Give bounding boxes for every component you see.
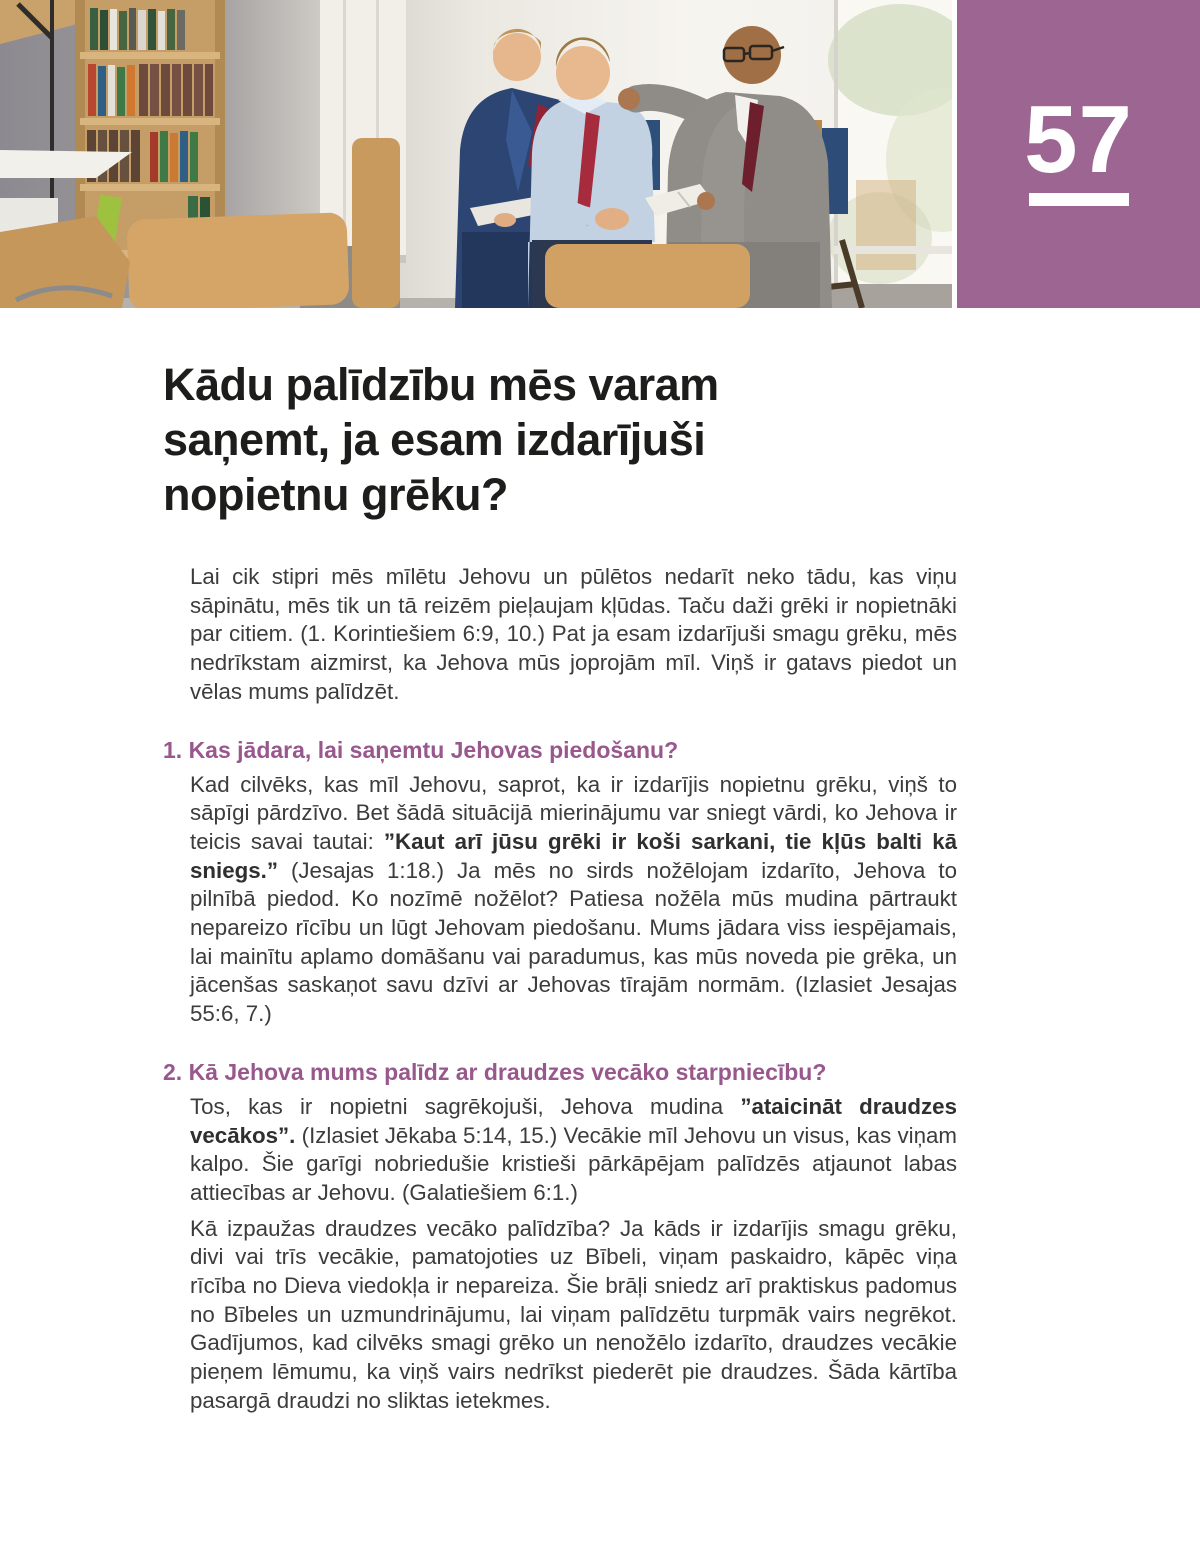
text-run: Kad cilvēks, kas mīl Jehovu, saprot, ka ir izdarījis nopietnu grēku, viņš to sāpīgi pārdzīvo. Bet šādā situācijā mierinājumu var sniegt vārdi, ko Jehova ir teicis savai tautai:	[190, 771, 957, 854]
lesson-number-badge	[957, 0, 1200, 308]
hero-banner	[0, 0, 1200, 308]
title-line-1: Kādu palīdzību mēs varam	[163, 359, 719, 410]
page-title	[163, 357, 957, 522]
text-run: (Jesajas 1:18.) Ja mēs no sirds nožēlojam izdarīto, Jehova to pilnībā piedod. Ko nozīmē nožēlot? Patiesa nožēla mūs mudina pārtraukt nepareizo rīcību un lūgt Jehovam piedošanu. Mums jādara viss iespējamais, lai mainītu aplamo domāšanu vai paradumus, kas mūs noveda pie grēka, un jācenšas saskaņot savu dzīvi ar Jehovas tīrajām normām. (Izlasiet Jesajas 55:6, 7.)	[190, 857, 957, 1027]
section-heading-1: 1. Kas jādara, lai saņemtu Jehovas piedošanu?	[163, 736, 679, 763]
section-1-paragraph-1	[190, 771, 957, 1029]
section-2-paragraph-2	[190, 1215, 957, 1416]
lesson-content	[163, 357, 957, 1416]
section-2-paragraph-1	[190, 1093, 957, 1208]
lesson-photo	[0, 0, 952, 308]
intro-paragraph: Lai cik stipri mēs mīlētu Jehovu un pūlētos nedarīt neko tādu, kas viņu sāpinātu, mēs tik un tā reizēm pieļaujam kļūdas. Taču daži grēki ir nopietnāki par citiem. (1. Korintiešiem 6:9, 10.) Pat ja esam izdarījuši smagu grēku, mēs nedrīkstam aizmirst, ka Jehova mūs joprojām mīl. Viņš ir gatavs piedot un vēlas mums palīdzēt.	[190, 564, 957, 704]
lesson-number: 57	[1024, 86, 1133, 193]
lesson-number-underline	[1029, 193, 1129, 206]
title-line-3: nopietnu grēku?	[163, 469, 508, 520]
text-run: Kā izpaužas draudzes vecāko palīdzība? Ja kāds ir izdarījis smagu grēku, divi vai trīs vecākie, pamatojoties uz Bībeli, viņam paskaidro, kāpēc viņa rīcība no Dieva viedokļa ir nepareiza. Šie brāļi sniedz arī praktiskus padomus no Bībeles un uzmundrinājumu, lai viņam palīdzētu turpmāk vairs negrēkot. Gadījumos, kad cilvēks smagi grēko un nenožēlo izdarīto, draudzes vecākie pieņem lēmumu, ka viņš vairs nedrīkst piederēt pie draudzes. Šāda kārtība pasargā draudzi no sliktas ietekmes.	[190, 1215, 957, 1413]
bold-quote: ”ataicināt draudzes vecākos”.	[190, 1093, 957, 1148]
title-line-2: saņemt, ja esam izdarījuši	[163, 414, 706, 465]
lesson-photo-illustration	[0, 0, 952, 308]
text-run: (Izlasiet Jēkaba 5:14, 15.) Vecākie mīl Jehovu un visus, kas viņam kalpo. Šie garīgi nobriedušie kristieši pārkāpējam palīdzēs atjaunot labas attiecības ar Jehovu. (Galatiešiem 6:1.)	[190, 1122, 957, 1205]
section-heading-2: 2. Kā Jehova mums palīdz ar draudzes vecāko starpniecību?	[163, 1058, 827, 1085]
text-run: Tos, kas ir nopietni sagrēkojuši, Jehova mudina	[190, 1093, 741, 1119]
bold-quote: ”Kaut arī jūsu grēki ir koši sarkani, tie kļūs balti kā sniegs.”	[190, 828, 957, 883]
